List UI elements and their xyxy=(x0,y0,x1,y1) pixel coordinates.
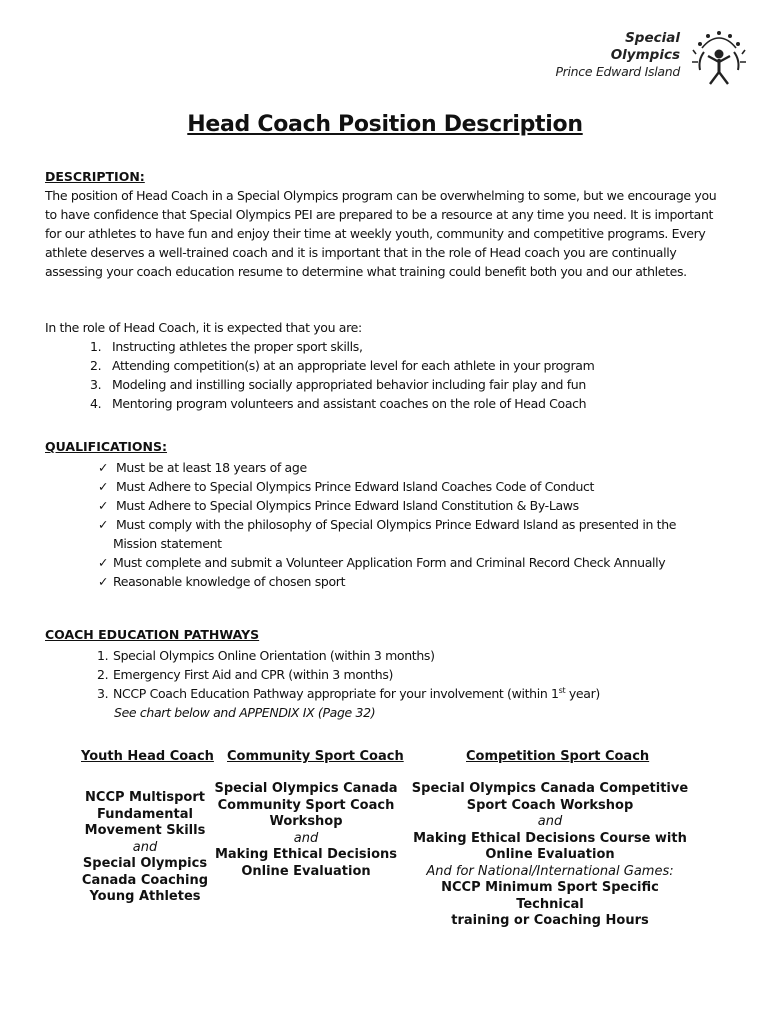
list-item xyxy=(90,394,586,413)
list-text: Must Adhere to Special Olympics Prince Edward Island Coaches Code of Conduct xyxy=(116,479,595,494)
superscript-st: st xyxy=(558,685,566,695)
checkmark-icon: ✓ xyxy=(98,555,109,570)
list-number: 1. xyxy=(90,339,102,354)
competition-line: Online Evaluation xyxy=(485,847,615,862)
list-text: Mentoring program volunteers and assistant coaches on the role of Head Coach xyxy=(112,396,587,411)
checkmark-icon: ✓ xyxy=(98,479,109,494)
checkmark-icon: ✓ xyxy=(98,517,109,532)
list-text: NCCP Coach Education Pathway appropriate for your involvement (within 1 xyxy=(113,686,559,701)
description-heading: DESCRIPTION: xyxy=(45,169,145,184)
list-number: 1. xyxy=(97,648,109,663)
list-item xyxy=(98,553,665,572)
list-text: Special Olympics Online Orientation (within 3 months) xyxy=(113,648,435,663)
community-line: Community Sport Coach xyxy=(217,797,395,813)
youth-and: and xyxy=(132,839,158,855)
youth-head-coach-heading: Youth Head Coach xyxy=(81,749,214,764)
list-number: 3. xyxy=(97,686,109,701)
list-item xyxy=(90,356,594,375)
list-text: Must Adhere to Special Olympics Prince Edward Island Constitution & By-Laws xyxy=(116,498,579,513)
list-item xyxy=(97,665,393,684)
list-item xyxy=(98,515,676,534)
description-text: The position of Head Coach in a Special Olympics program can be overwhelming to some, but we encourage you to have confidence that Special Olympics PEI are prepared to be a resource at any time you need. It is important for our athletes to have fun and enjoy their time at weekly youth, community and competitive programs. Every athlete deserves a well-trained coach and it is important that in the role of Head coach you are continually assessing your coach education resume to determine what training could benefit both you and our athletes. xyxy=(45,188,717,279)
competition-games-note: And for National/International Games: xyxy=(426,863,674,879)
community-line: Workshop xyxy=(269,814,343,829)
community-and: and xyxy=(293,830,319,846)
list-text: Must comply with the philosophy of Special Olympics Prince Edward Island as presented in the xyxy=(116,517,677,532)
athlete-figure-icon xyxy=(690,30,748,90)
list-text: Reasonable knowledge of chosen sport xyxy=(113,574,346,589)
list-item xyxy=(98,496,579,515)
list-item xyxy=(97,684,600,703)
special-olympics-logo xyxy=(548,30,748,92)
community-line: Making Ethical Decisions xyxy=(214,847,398,862)
list-item xyxy=(98,458,307,477)
list-text: Emergency First Aid and CPR (within 3 months) xyxy=(113,667,394,682)
list-text-tail: year) xyxy=(565,686,600,701)
logo-text xyxy=(555,30,680,80)
list-text: Must complete and submit a Volunteer Application Form and Criminal Record Check Annually xyxy=(113,555,666,570)
youth-line: Fundamental xyxy=(97,806,193,822)
competition-column xyxy=(410,781,690,930)
list-number: 4. xyxy=(90,396,102,411)
list-item-continuation: Mission statement xyxy=(113,536,222,551)
community-column xyxy=(206,781,406,880)
logo-line-special: Special xyxy=(625,30,680,46)
list-text: Attending competition(s) at an appropriate level for each athlete in your program xyxy=(112,358,595,373)
list-number: 3. xyxy=(90,377,102,392)
youth-line: Canada Coaching xyxy=(81,872,209,888)
logo-line-pei: Prince Edward Island xyxy=(555,64,680,79)
youth-line: Movement Skills xyxy=(84,823,206,838)
checkmark-icon: ✓ xyxy=(98,574,109,589)
competition-line: Sport Coach Workshop xyxy=(466,797,634,813)
youth-column xyxy=(60,790,230,906)
list-item xyxy=(90,337,363,356)
competition-and: and xyxy=(537,814,563,829)
competition-line: Special Olympics Canada Competitive xyxy=(411,781,689,796)
list-item xyxy=(90,375,586,394)
qualifications-heading: QUALIFICATIONS: xyxy=(45,439,168,454)
checkmark-icon: ✓ xyxy=(98,498,109,513)
competition-sport-coach-heading: Competition Sport Coach xyxy=(466,749,650,764)
list-number: 2. xyxy=(90,358,102,373)
list-item xyxy=(97,646,435,665)
checkmark-icon: ✓ xyxy=(98,460,109,475)
logo-line-olympics: Olympics xyxy=(610,47,680,63)
community-sport-coach-heading: Community Sport Coach xyxy=(227,749,404,764)
list-text: Modeling and instilling socially appropriated behavior including fair play and fun xyxy=(112,377,586,392)
community-line: Online Evaluation xyxy=(241,863,371,879)
community-line: Special Olympics Canada xyxy=(214,781,398,796)
competition-line: Making Ethical Decisions Course with xyxy=(413,830,687,846)
pathways-note: See chart below and APPENDIX IX (Page 32) xyxy=(114,705,376,720)
description-intro: In the role of Head Coach, it is expected that you are: xyxy=(45,320,362,335)
list-item xyxy=(98,477,594,496)
list-number: 2. xyxy=(97,667,109,682)
list-item xyxy=(98,572,345,591)
youth-line: NCCP Multisport xyxy=(85,790,205,805)
youth-line: Young Athletes xyxy=(89,889,201,904)
pathways-heading: COACH EDUCATION PATHWAYS xyxy=(45,627,260,642)
list-text: Instructing athletes the proper sport skills, xyxy=(112,339,363,354)
competition-line: NCCP Minimum Sport Specific Technical xyxy=(441,880,659,912)
competition-line: training or Coaching Hours xyxy=(451,913,649,928)
list-text: Must be at least 18 years of age xyxy=(116,460,307,475)
page-title: Head Coach Position Description xyxy=(187,112,583,137)
youth-line: Special Olympics xyxy=(82,856,208,871)
